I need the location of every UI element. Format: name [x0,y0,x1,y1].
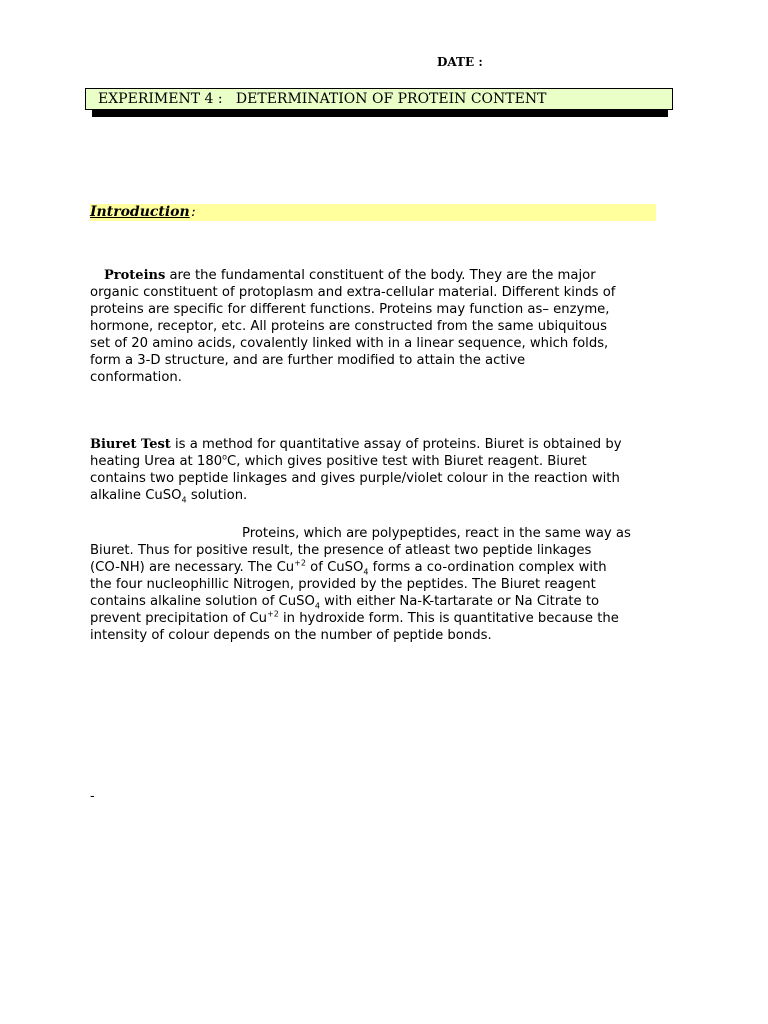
para-line: form a 3-D structure, and are further modified to attain the active [90,353,526,368]
subscript: 4 [314,601,320,611]
superscript: +2 [267,609,279,619]
para-line: contains alkaline solution of CuSO$_4$ with either Na-K-tartarate or Na Citrate to [90,594,600,611]
paragraph-biuret-reaction [90,525,660,644]
experiment-title-box [85,88,673,110]
para-line: Proteins, which are polypeptides, react in the same way as [242,526,631,541]
para-line: intensity of colour depends on the number of peptide bonds. [90,628,492,643]
subscript: 4 [363,567,369,577]
intro-colon: : [191,204,196,220]
para-line: contains two peptide linkages and gives purple/violet colour in the reaction with [90,471,620,486]
paragraph-proteins [90,267,660,386]
subscript: 4 [181,495,187,505]
date-label: DATE : [437,55,483,69]
para-line: Proteins are the fundamental constituent of the body. They are the major [104,268,596,283]
para-line: (CO-NH) are necessary. The $Cu^{+2}$ of CuSO$_4$ forms a co-ordination complex with [90,558,607,577]
intro-heading: Introduction [90,204,190,220]
para-line: hormone, receptor, etc. All proteins are constructed from the same ubiquitous [90,319,607,334]
paragraph-biuret-test [90,436,660,504]
para-line: the four nucleophillic Nitrogen, provided by the peptides. The Biuret reagent [90,577,596,592]
lead-word-biuret: Biuret Test [90,437,171,452]
para-line: prevent precipitation of $Cu^{+2}$ in hydroxide form. This is quantitative because the [90,609,619,626]
para-line: proteins are specific for different functions. Proteins may function as– enzyme, [90,302,610,317]
stray-dash: - [90,789,95,804]
experiment-title: EXPERIMENT 4 : DETERMINATION OF PROTEIN CONTENT [98,91,547,107]
para-line: Biuret Test is a method for quantitative assay of proteins. Biuret is obtained by [90,437,622,452]
degree-sup: o [222,452,227,462]
lead-word-proteins: Proteins [104,268,166,283]
para-line: organic constituent of protoplasm and extra-cellular material. Different kinds of [90,285,616,300]
para-line: set of 20 amino acids, covalently linked with in a linear sequence, which folds, [90,336,609,351]
para-line: conformation. [90,370,182,385]
para-line: Biuret. Thus for positive result, the presence of atleast two peptide linkages [90,543,592,558]
para-line: heating Urea at 180$^o$C, which gives positive test with Biuret reagent. Biuret [90,452,587,469]
para-line: alkaline CuSO$_4$ solution. [90,488,248,505]
superscript: +2 [294,558,306,568]
